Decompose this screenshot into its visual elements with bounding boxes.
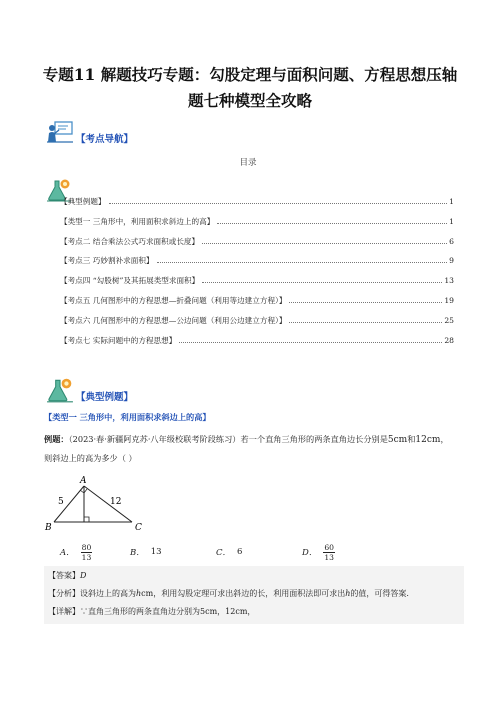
question-line-2: 则斜边上的高为多少（ ） [44,453,137,463]
toc-item-text: 【考点三 巧妙割补求面积】 [60,256,154,265]
toc-item-page: 1 [449,217,454,226]
toc-leader [289,302,442,303]
toc-item-page: 6 [449,237,454,246]
detail-len2: 12cm [225,607,248,616]
option-letter: C． [216,548,232,558]
toc-leader [157,262,448,263]
toc-item-page: 19 [444,296,454,305]
toc-item-page: 1 [449,197,454,206]
analysis-variable: h [136,589,142,598]
toc-leader [217,223,447,224]
option-b[interactable] [130,538,162,566]
answer-line [48,570,86,581]
option-value: 13 [150,547,162,557]
question-and: 和 [407,434,416,444]
toc-item[interactable] [60,196,454,208]
toc-item[interactable] [60,295,454,307]
example-question [44,430,464,467]
toc-item-text: 【考点二 结合乘法公式巧求面积或长度】 [60,237,200,246]
example-banner-label: 【典型例题】 [76,392,134,403]
detail-sep: ， [217,607,226,616]
toc-item-page: 25 [444,316,454,325]
toc-item[interactable] [60,275,454,287]
toc-item-page: 28 [444,336,454,345]
toc-leader [202,243,447,244]
toc-item-text: 【典型例题】 [60,197,106,206]
question-len1: 5cm [387,435,408,445]
document-title [40,62,460,114]
triangle-figure [44,472,154,534]
answer-options [60,538,400,566]
detail-end: ， [247,607,256,616]
toc-leader [179,342,442,343]
toc-leader [289,322,442,323]
detail-text: ∵直角三角形的两条直角边分别为 [80,607,200,616]
analysis-text-a: 设斜边上的高为 [80,589,136,598]
toc-item-text: 【考点四 “勾股树”及其拓展类型求面积】 [60,276,200,285]
answer-label: 【答案】 [48,571,80,580]
vertex-c-label: C [135,523,142,533]
fraction-numerator: 80 [81,542,92,552]
analysis-line [48,588,409,599]
toc-item-text: 【类型一 三角形中，利用面积求斜边上的高】 [60,217,215,226]
toc-item[interactable] [60,216,454,228]
toc-item[interactable] [60,335,454,347]
option-d[interactable] [302,538,335,566]
answer-value: D [80,571,87,580]
title-line-2: 题七种模型全攻略 [187,91,312,110]
question-len2: 12cm [415,435,441,445]
option-c[interactable] [216,538,242,566]
fraction-denominator: 13 [81,552,92,562]
toc-leader [109,203,448,204]
option-fraction [323,543,335,562]
analysis-text-b: cm，利用勾股定理可求出斜边的长，利用面积法即可求出 [141,589,346,598]
detail-len1: 5cm [200,607,218,616]
option-letter: B． [130,548,145,558]
detail-label: 【详解】 [48,607,80,616]
toc-item-page: 13 [444,276,454,285]
toc-item-page: 9 [449,256,454,265]
toc-item-text: 【考点六 几何图形中的方程思想—公边问题（利用公边建立方程）】 [60,316,287,325]
option-letter: D． [302,548,318,558]
question-text: 若一个直角三角形的两条直角边长分别是 [240,434,388,444]
question-source: （2023·春·新疆阿克苏·八年级校联考阶段练习） [68,434,241,444]
fraction-numerator: 60 [324,542,334,552]
toc-item[interactable] [60,315,454,327]
detail-line [48,606,255,617]
toc-heading: 目录 [239,158,257,168]
flask-icon [46,376,74,404]
title-line-1: 专题11 解题技巧专题：勾股定理与面积问题、方程思想压轴 [42,65,458,84]
toc-item[interactable] [60,236,454,248]
analysis-text-c: 的值，可得答案. [350,589,409,598]
toc-item-text: 【考点五 几何图形中的方程思想—折叠问题（利用等边建立方程）】 [60,296,287,305]
question-end: ， [440,434,449,444]
toc-item-text: 【考点七 实际问题中的方程思想】 [60,336,177,345]
nav-banner [46,118,166,148]
fraction-denominator: 13 [324,552,334,562]
vertex-b-label: B [45,523,52,533]
analysis-label: 【分析】 [48,589,80,598]
option-letter: A． [60,548,75,558]
option-fraction [81,543,93,562]
side-ac-label: 12 [110,497,122,507]
nav-banner-label: 【考点导航】 [76,134,134,145]
question-prefix: 例题： [44,434,69,444]
vertex-a-label: A [80,476,87,486]
example-banner [46,376,166,406]
toc-item[interactable] [60,255,454,267]
toc-leader [202,282,442,283]
analysis-variable: h [345,589,351,598]
teacher-board-icon [46,118,74,146]
option-value: 6 [237,547,243,557]
side-ab-label: 5 [58,497,64,507]
option-a[interactable] [60,538,92,566]
section-heading: 【类型一 三角形中，利用面积求斜边上的高】 [44,412,211,422]
